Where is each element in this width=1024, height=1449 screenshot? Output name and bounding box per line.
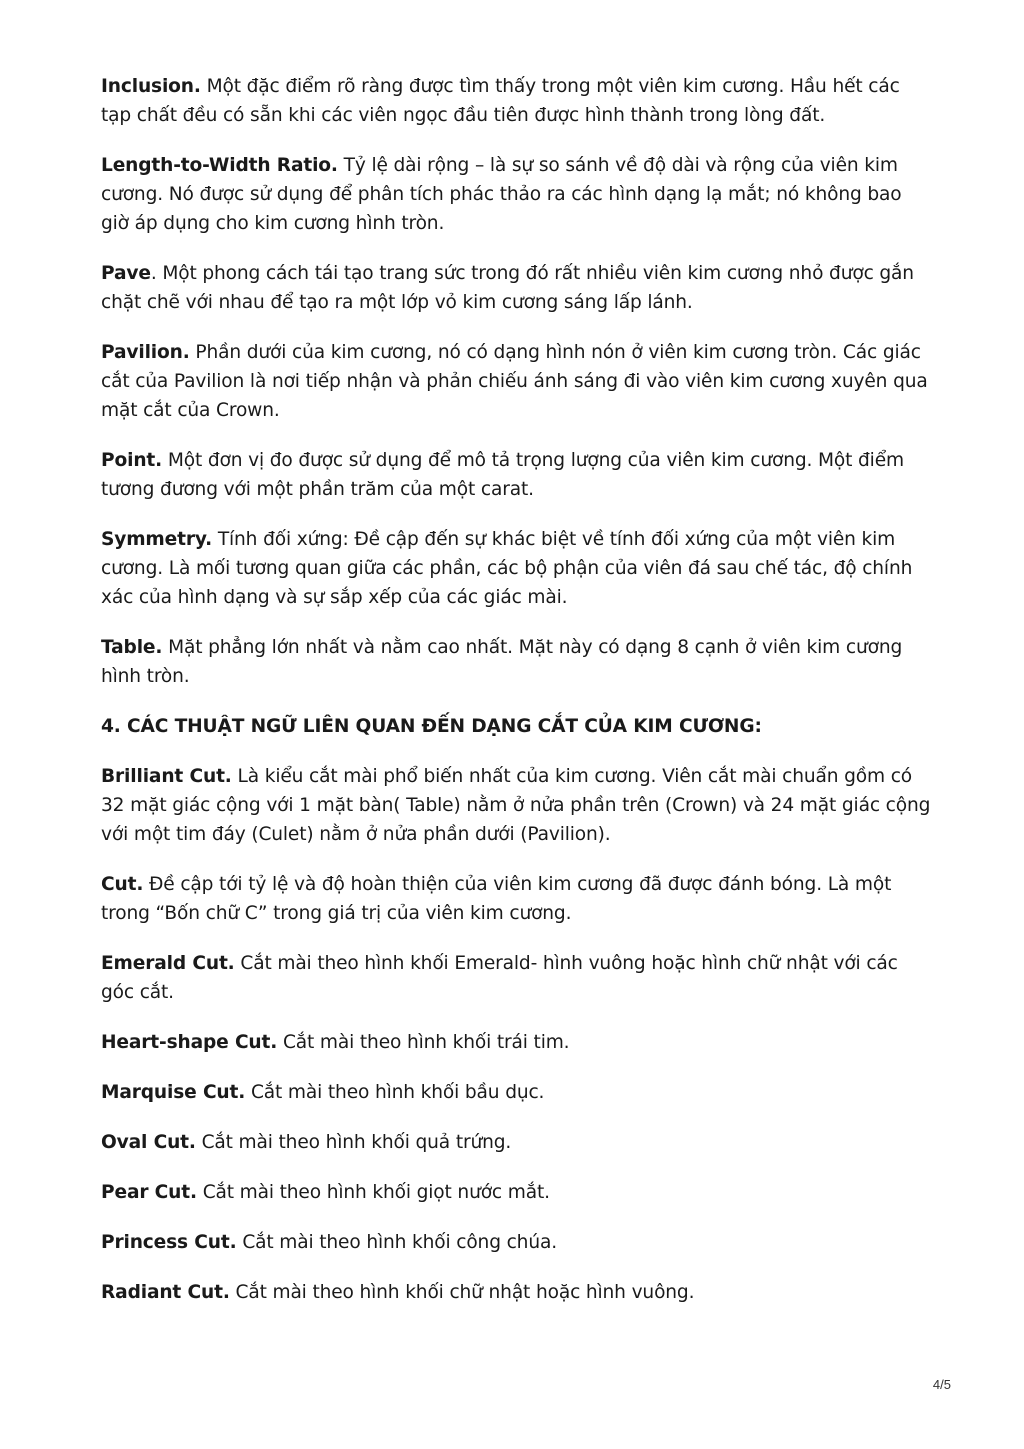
entry-text: Cắt mài theo hình khối bầu dục. <box>250 1082 545 1103</box>
entry-term: Inclusion. <box>101 76 201 97</box>
entry-term: Pavilion. <box>101 342 190 363</box>
entry-term: Pave <box>101 263 151 284</box>
glossary-entry-inclusion <box>101 72 931 130</box>
entry-text: . Một phong cách tái tạo trang sức trong đó rất nhiều viên kim cương nhỏ được gắn chặt chẽ với nhau để tạo ra một lớp vỏ kim cương sáng lấp lánh. <box>101 263 914 313</box>
entry-term: Brilliant Cut. <box>101 766 232 787</box>
entry-term: Cut. <box>101 874 144 895</box>
entry-term: Point. <box>101 450 163 471</box>
entry-text: Tỷ lệ dài rộng – là sự so sánh về độ dài và rộng của viên kim cương. Nó được sử dụng để phân tích phác thảo ra các hình dạng lạ mắt; nó không bao giờ áp dụng cho kim cương hình tròn. <box>101 155 902 234</box>
entry-term: Heart-shape Cut. <box>101 1032 278 1053</box>
entry-text: Cắt mài theo hình khối giọt nước mắt. <box>202 1182 550 1203</box>
glossary-entry-oval-cut <box>101 1128 931 1157</box>
entry-term: Princess Cut. <box>101 1232 237 1253</box>
entry-text: Đề cập tới tỷ lệ và độ hoàn thiện của viên kim cương đã được đánh bóng. Là một trong “Bốn chữ C” trong giá trị của viên kim cương. <box>101 874 892 924</box>
entry-text: Một đơn vị đo được sử dụng để mô tả trọng lượng của viên kim cương. Một điểm tương đương với một phần trăm của một carat. <box>101 450 904 500</box>
entry-text: Cắt mài theo hình khối chữ nhật hoặc hình vuông. <box>235 1282 695 1303</box>
glossary-entry-point <box>101 446 931 504</box>
entry-term: Table. <box>101 637 163 658</box>
entry-text: Là kiểu cắt mài phổ biến nhất của kim cương. Viên cắt mài chuẩn gồm có 32 mặt giác cộng với 1 mặt bàn( Table) nằm ở nửa phần trên (Crown) và 24 mặt giác cộng với một tim đáy (Culet) nằm ở nửa phần dưới (Pavilion). <box>101 766 931 845</box>
entry-text: Mặt phẳng lớn nhất và nằm cao nhất. Mặt này có dạng 8 cạnh ở viên kim cương hình tròn. <box>101 637 903 687</box>
entry-text: Cắt mài theo hình khối quả trứng. <box>201 1132 512 1153</box>
document-body <box>101 72 931 1328</box>
entry-term: Radiant Cut. <box>101 1282 230 1303</box>
glossary-entry-brilliant-cut <box>101 762 931 849</box>
glossary-entry-table <box>101 633 931 691</box>
glossary-entry-heart-shape-cut <box>101 1028 931 1057</box>
glossary-list-bottom <box>101 762 931 1307</box>
entry-text: Phần dưới của kim cương, nó có dạng hình nón ở viên kim cương tròn. Các giác cắt của Pavilion là nơi tiếp nhận và phản chiếu ánh sáng đi vào viên kim cương xuyên qua mặt cắt của Crown. <box>101 342 928 421</box>
entry-term: Length-to-Width Ratio. <box>101 155 338 176</box>
entry-text: Tính đối xứng: Đề cập đến sự khác biệt về tính đối xứng của một viên kim cương. Là mối tương quan giữa các phần, các bộ phận của viên đá sau chế tác, độ chính xác của hình dạng và sự sắp xếp của các giác mài. <box>101 529 913 608</box>
page-number: 4/5 <box>932 1377 951 1392</box>
glossary-entry-emerald-cut <box>101 949 931 1007</box>
glossary-list-top <box>101 72 931 691</box>
glossary-entry-pave <box>101 259 931 317</box>
entry-term: Marquise Cut. <box>101 1082 246 1103</box>
entry-text: Một đặc điểm rõ ràng được tìm thấy trong một viên kim cương. Hầu hết các tạp chất đều có sẵn khi các viên ngọc đầu tiên được hình thành trong lòng đất. <box>101 76 900 126</box>
glossary-entry-radiant-cut <box>101 1278 931 1307</box>
entry-term: Symmetry. <box>101 529 213 550</box>
glossary-entry-pavilion <box>101 338 931 425</box>
glossary-entry-princess-cut <box>101 1228 931 1257</box>
glossary-entry-marquise-cut <box>101 1078 931 1107</box>
entry-text: Cắt mài theo hình khối Emerald- hình vuông hoặc hình chữ nhật với các góc cắt. <box>101 953 898 1003</box>
entry-term: Emerald Cut. <box>101 953 235 974</box>
glossary-entry-symmetry <box>101 525 931 612</box>
entry-term: Pear Cut. <box>101 1182 197 1203</box>
entry-term: Oval Cut. <box>101 1132 196 1153</box>
entry-text: Cắt mài theo hình khối công chúa. <box>242 1232 557 1253</box>
section-heading: 4. CÁC THUẬT NGỮ LIÊN QUAN ĐẾN DẠNG CẮT CỦA KIM CƯƠNG: <box>101 716 762 737</box>
glossary-entry-length-to-width-ratio <box>101 151 931 238</box>
glossary-entry-pear-cut <box>101 1178 931 1207</box>
glossary-entry-cut <box>101 870 931 928</box>
entry-text: Cắt mài theo hình khối trái tim. <box>282 1032 570 1053</box>
